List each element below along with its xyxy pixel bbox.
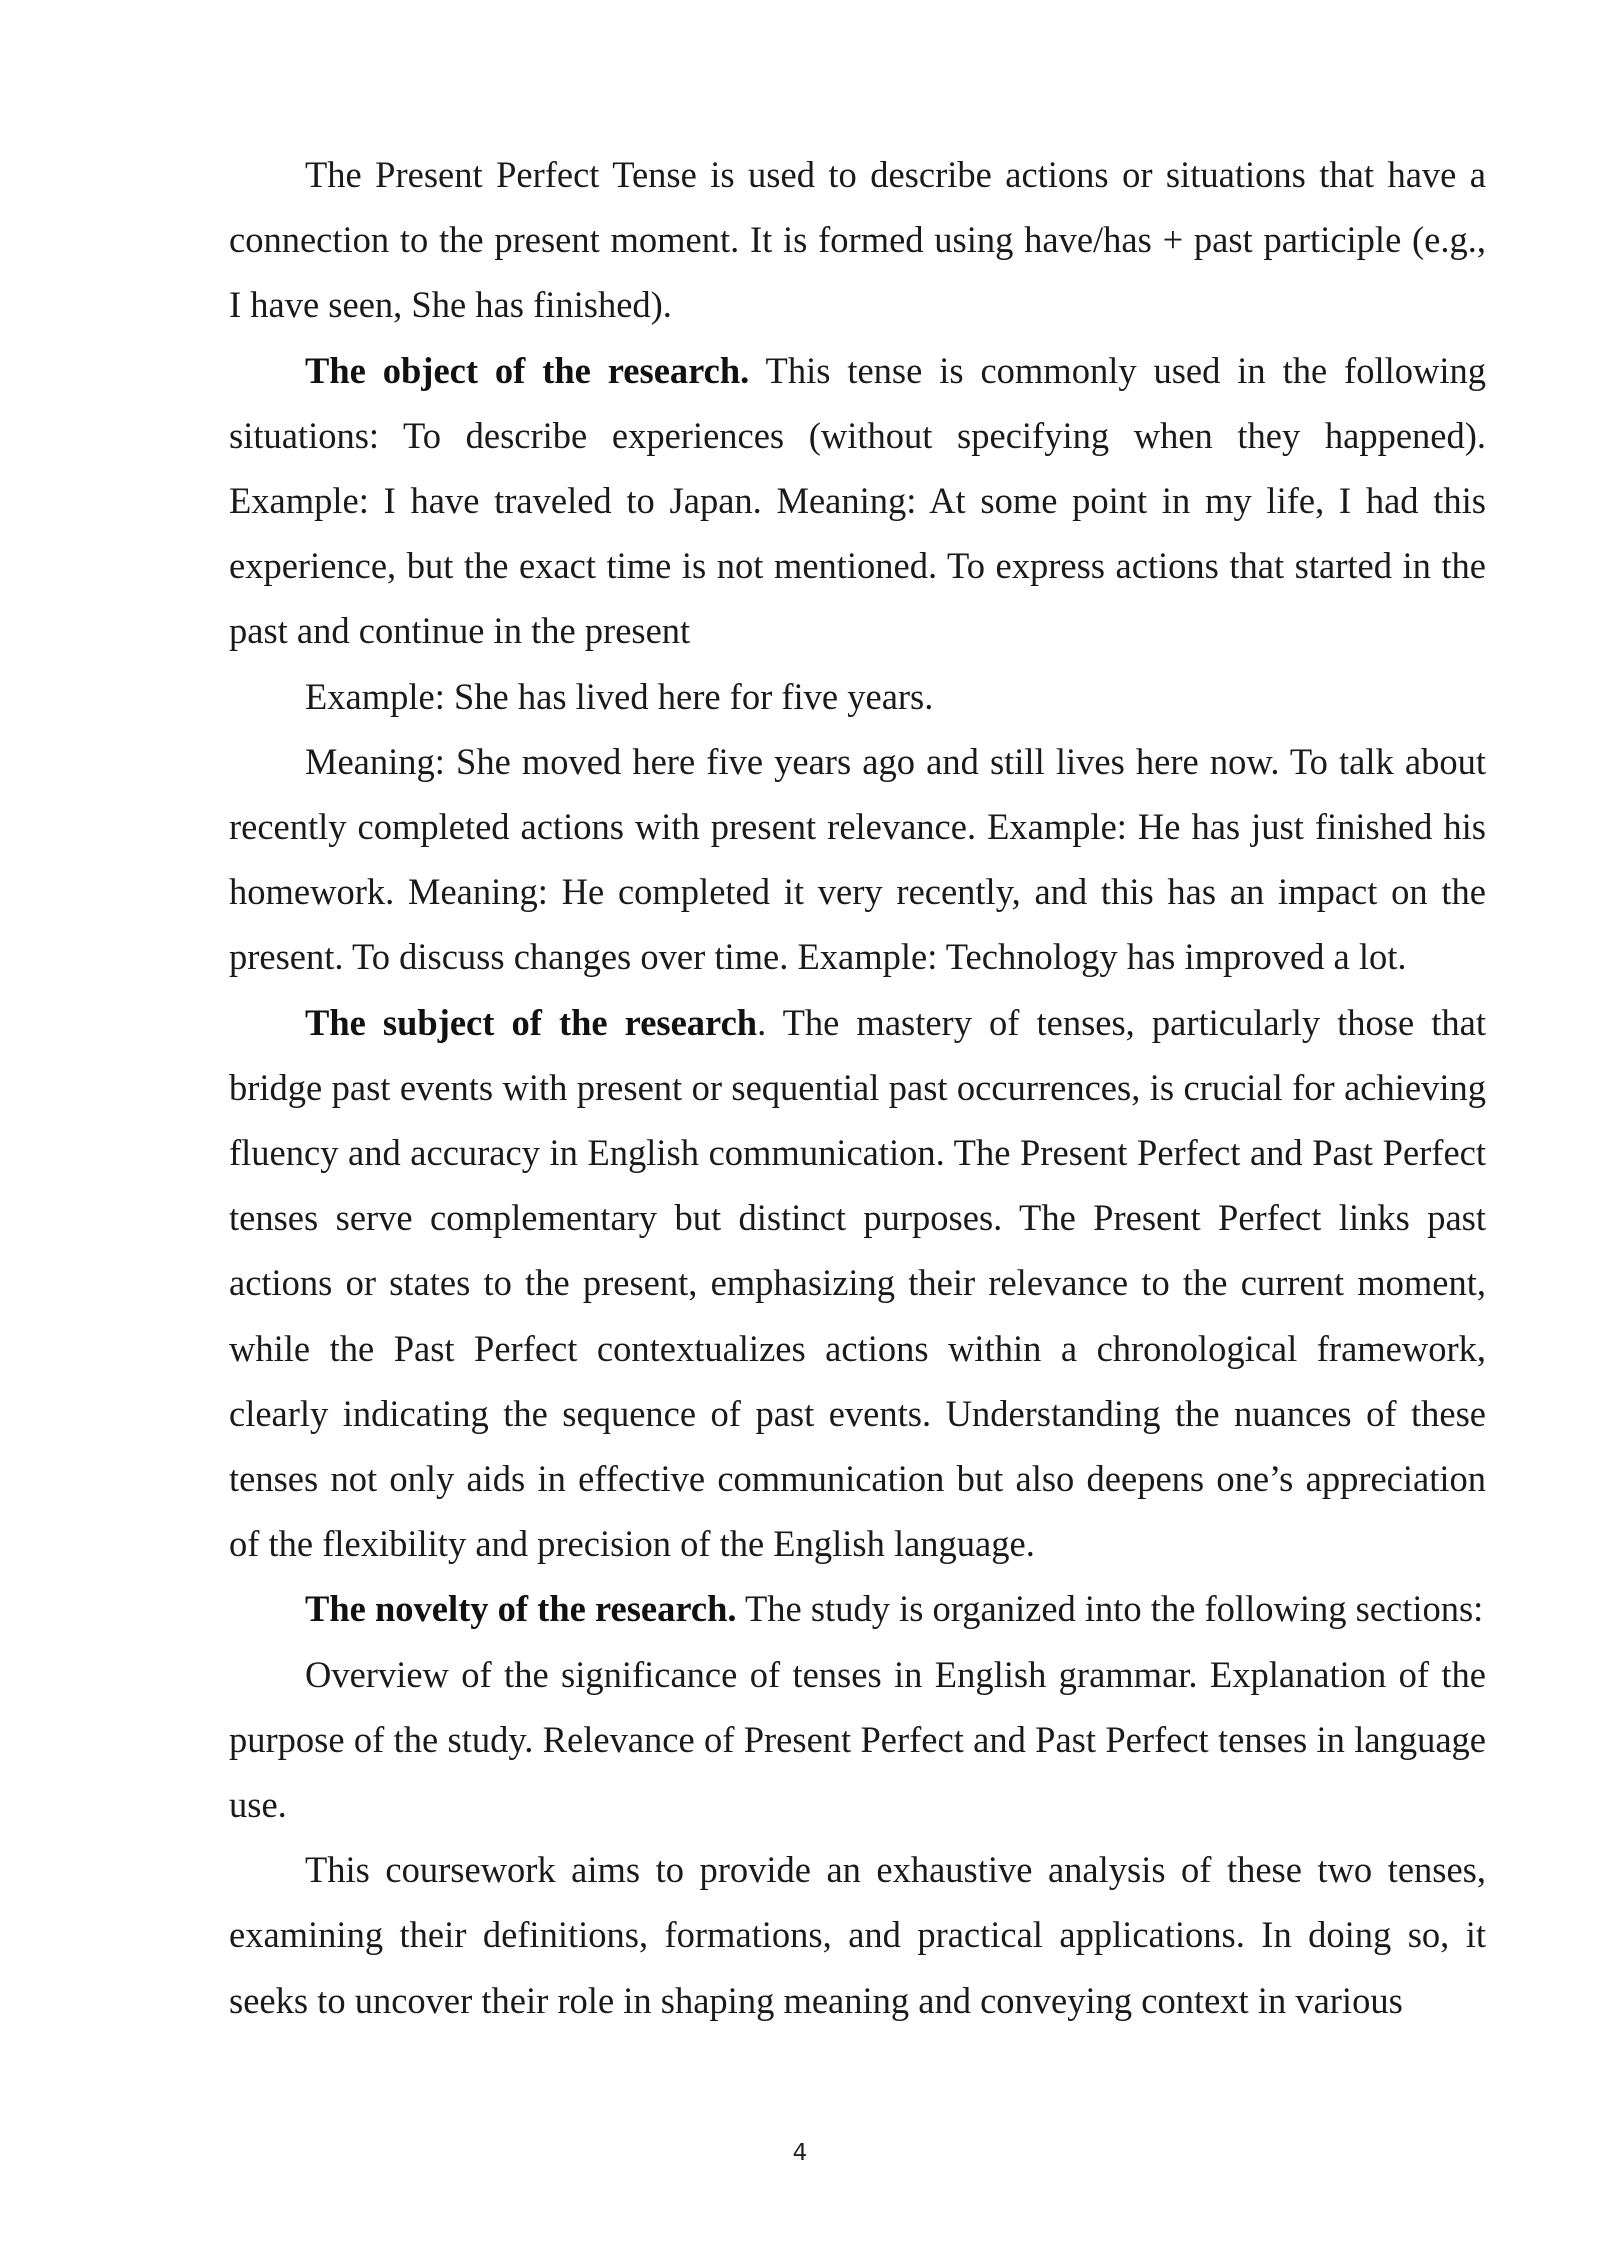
document-body bbox=[229, 142, 1486, 2033]
paragraph-overview bbox=[229, 1642, 1486, 1838]
paragraph-coursework-aims bbox=[229, 1837, 1486, 2033]
paragraph-text: Meaning: She moved here five years ago and still lives here now. To talk about recently completed actions with present relevance. Example: He has just finished his homework. Meaning: He completed it very recently, and this has an impact on the present. To discuss changes over time. Example: Technology has improved a lot. bbox=[229, 740, 1486, 978]
paragraph-text: This coursework aims to provide an exhaustive analysis of these two tenses, examining their definitions, formations, and practical applications. In doing so, it seeks to uncover their role in shaping meaning and conveying context in various bbox=[229, 1849, 1486, 2021]
paragraph-subject-of-research bbox=[229, 990, 1486, 1577]
paragraph-intro bbox=[229, 142, 1486, 338]
paragraph-object-of-research bbox=[229, 338, 1486, 664]
paragraph-meaning bbox=[229, 729, 1486, 990]
page-number: 4 bbox=[792, 2140, 808, 2166]
paragraph-text: The study is organized into the following sections: bbox=[736, 1588, 1484, 1630]
paragraph-text: Example: She has lived here for five years. bbox=[305, 675, 934, 717]
paragraph-heading: The novelty of the research. bbox=[305, 1588, 737, 1630]
paragraph-text: This tense is commonly used in the following situations: To describe experiences (without specifying when they happened). Example: I have traveled to Japan. Meaning: At some point in my life, I had this experience, but the exact time is not mentioned. To express actions that started in the past and continue in the present bbox=[229, 349, 1486, 652]
paragraph-text: The Present Perfect Tense is used to describe actions or situations that have a connection to the present moment. It is formed using have/has + past participle (e.g., I have seen, She has finished). bbox=[229, 154, 1486, 326]
paragraph-example bbox=[229, 664, 1486, 729]
paragraph-heading: The object of the research. bbox=[305, 349, 750, 391]
paragraph-novelty-of-research bbox=[229, 1576, 1486, 1641]
paragraph-text: . The mastery of tenses, particularly those that bridge past events with present or sequential past occurrences, is crucial for achieving fluency and accuracy in English communication. The Present Perfect and Past Perfect tenses serve complementary but distinct purposes. The Present Perfect links past actions or states to the present, emphasizing their relevance to the current moment, while the Past Perfect contextualizes actions within a chronological framework, clearly indicating the sequence of past events. Understanding the nuances of these tenses not only aids in effective communication but also deepens one’s appreciation of the flexibility and precision of the English language. bbox=[229, 1001, 1486, 1565]
paragraph-heading: The subject of the research bbox=[305, 1001, 758, 1043]
paragraph-text: Overview of the significance of tenses in English grammar. Explanation of the purpose of the study. Relevance of Present Perfect and Past Perfect tenses in language use. bbox=[229, 1653, 1486, 1826]
